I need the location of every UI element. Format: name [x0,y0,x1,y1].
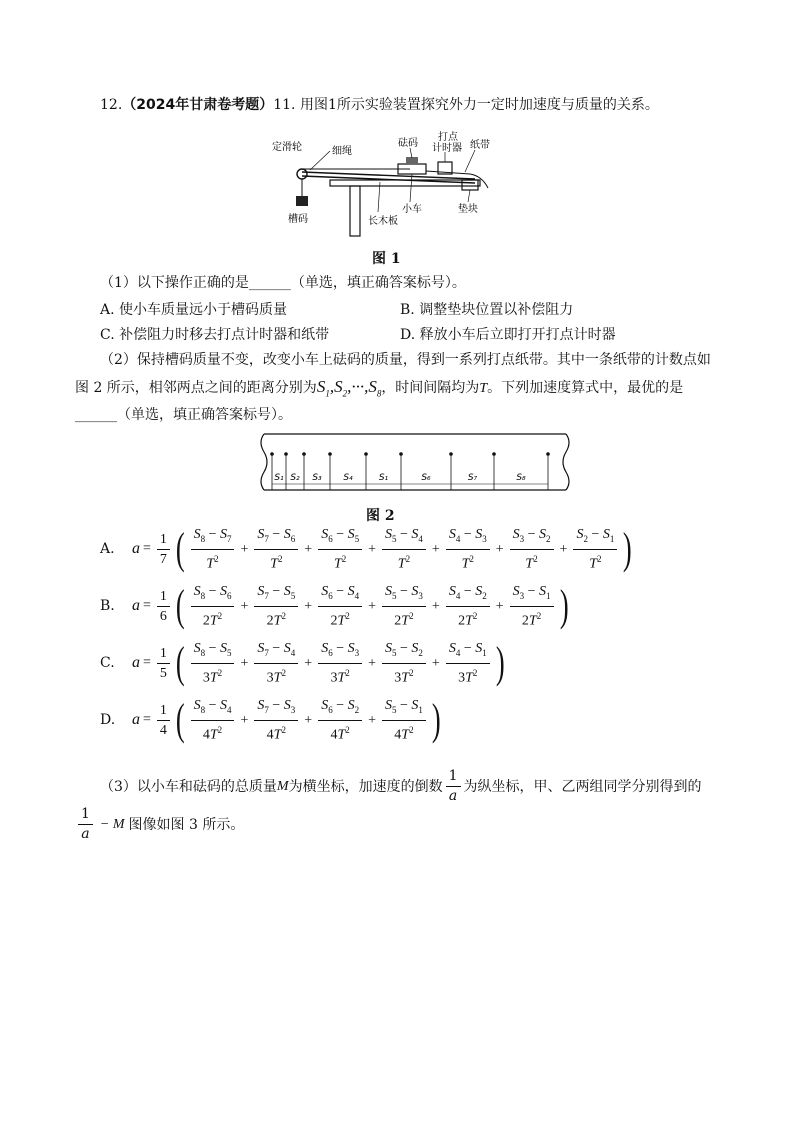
formula-term: $\frac{S_4 - S_3}{T^2}$ [446,526,490,572]
tape-dot [364,452,368,456]
tape-dot [546,452,550,456]
segment-label: S₄ [343,473,353,483]
formula-term: $\frac{S_7 - S_3}{4T^2}$ [254,697,298,743]
segment-label: S₁ [274,473,284,483]
formula-term: $\frac{S_3 - S_1}{2T^2}$ [510,583,554,629]
part3-line2: $\frac{1}{a}$ − M 图像如图 3 所示。 [75,806,244,843]
tape-dot [284,452,288,456]
figure-1-caption: 图 1 [372,251,401,267]
tape-dot [399,452,403,456]
formula-b: B. a = $\frac{1}{6}$ ( $\frac{S_8 - S_6}{2T^2}$ + $\frac{S_7 - S_5}{2T^2}$ + $\frac{S_6 - S_4}{2T^2}$ + $\frac{S_5 - S_3}{2T^2}$ + $\frac{S_4 - S_2}{2T^2}$ + $\frac{S_3 - S_1}{2T^2}$ ) [100,581,569,631]
option-d: D. 释放小车后立即打开打点计时器 [400,327,616,343]
part2-line3: ______（单选，填正确答案标号）。 [75,407,292,423]
formula-term: $\frac{S_7 - S_6}{T^2}$ [254,526,298,572]
label-board: 长木板 [368,216,398,227]
formula-term: $\frac{S_5 - S_4}{T^2}$ [382,526,426,572]
formula-term: $\frac{S_4 - S_2}{2T^2}$ [446,583,490,629]
figure-1-apparatus [270,130,500,240]
formula-b-terms: $\frac{S_8 - S_6}{2T^2}$ + $\frac{S_7 - S_5}{2T^2}$ + $\frac{S_6 - S_4}{2T^2}$ + $\frac{S_5 - S_3}{2T^2}$ + $\frac{S_4 - S_2}{2T^2}$ + $\frac{S_3 - S_1}{2T^2}$ [188,583,557,629]
formula-term: $\frac{S_8 - S_7}{T^2}$ [191,526,235,572]
label-cart: 小车 [402,204,422,215]
formula-term: $\frac{S_8 - S_5}{3T^2}$ [191,640,235,686]
part3-line1: （3）以小车和砝码的总质量 M 为横坐标，加速度的倒数 $\frac{1}{a}$ 为纵坐标，甲、乙两组同学分别得到的 [100,768,702,804]
s-sequence: $S_1,S_2,\cdot\cdot\cdot,S_8$ [316,377,382,399]
tape-dot [492,452,496,456]
label-rope: 细绳 [332,146,352,157]
figure-2-tape [256,432,576,502]
formula-term: $\frac{S_7 - S_4}{3T^2}$ [254,640,298,686]
segment-label: S₁ [378,473,389,483]
segment-label: S₂ [290,473,300,483]
var-m: M [276,778,289,794]
option-c: C. 补偿阻力时移去打点计时器和纸带 [100,327,330,343]
segment-label: S₃ [312,473,322,483]
tape-dot [328,452,332,456]
label-block: 垫块 [458,204,478,215]
tape-dot [449,452,453,456]
formula-term: $\frac{S_2 - S_1}{T^2}$ [573,526,617,572]
part1-prompt: （1）以下操作正确的是______（单选，填正确答案标号）。 [100,275,466,291]
formula-c: C. a = $\frac{1}{5}$ ( $\frac{S_8 - S_5}{3T^2}$ + $\frac{S_7 - S_4}{3T^2}$ + $\frac{S_6 - S_3}{3T^2}$ + $\frac{S_5 - S_2}{3T^2}$ + $\frac{S_4 - S_1}{3T^2}$ ) [100,638,505,688]
formula-term: $\frac{S_5 - S_1}{4T^2}$ [382,697,426,743]
formula-term: $\frac{S_6 - S_5}{T^2}$ [318,526,362,572]
tape-dot [270,452,274,456]
label-hook-weight: 槽码 [288,214,308,225]
formula-term: $\frac{S_5 - S_2}{3T^2}$ [382,640,426,686]
formula-a: A. a = $\frac{1}{7}$ ( $\frac{S_8 - S_7}{T^2}$ + $\frac{S_7 - S_6}{T^2}$ + $\frac{S_6 - S_5}{T^2}$ + $\frac{S_5 - S_4}{T^2}$ + $\frac{S_4 - S_3}{T^2}$ + $\frac{S_3 - S_2}{T^2}$ + $\frac{S_2 - S_1}{T^2}$ ) [100,524,633,574]
question-intro: 11. 用图1所示实验装置探究外力一定时加速度与质量的关系。 [273,97,659,113]
part2-line2: 图 2 所示，相邻两点之间的距离分别为$S_1,S_2,\cdot\cdot\cdot,S_8$，时间间隔均为T。下列加速度算式中，最优的是 [75,377,684,399]
tape-dot [302,452,306,456]
option-a: A. 使小车质量远小于槽码质量 [100,302,288,318]
figure-2-caption: 图 2 [366,508,395,524]
formula-d-terms: $\frac{S_8 - S_4}{4T^2}$ + $\frac{S_7 - S_3}{4T^2}$ + $\frac{S_6 - S_2}{4T^2}$ + $\frac{S_5 - S_1}{4T^2}$ [188,697,429,743]
formula-term: $\frac{S_6 - S_3}{3T^2}$ [318,640,362,686]
formula-term: $\frac{S_8 - S_4}{4T^2}$ [191,697,235,743]
inverse-a: $\frac{1}{a}$ [446,768,461,805]
formula-term: $\frac{S_6 - S_4}{2T^2}$ [318,583,362,629]
formula-term: $\frac{S_6 - S_2}{4T^2}$ [318,697,362,743]
option-b: B. 调整垫块位置以补偿阻力 [400,302,574,318]
label-timer-1: 打点 [438,132,458,143]
formula-term: $\frac{S_7 - S_5}{2T^2}$ [254,583,298,629]
label-weight: 砝码 [398,138,418,149]
label-tape: 纸带 [470,140,490,151]
formula-term: $\frac{S_8 - S_6}{2T^2}$ [191,583,235,629]
segment-label: S₇ [467,473,478,483]
formula-term: $\frac{S_4 - S_1}{3T^2}$ [446,640,490,686]
formula-term: $\frac{S_5 - S_3}{2T^2}$ [382,583,426,629]
minus-m: − M [99,816,125,832]
label-timer-2: 计时器 [432,143,462,154]
label-pulley: 定滑轮 [272,142,302,153]
formula-term: $\frac{S_3 - S_2}{T^2}$ [510,526,554,572]
var-t: T [479,381,488,396]
formula-d: D. a = $\frac{1}{4}$ ( $\frac{S_8 - S_4}{4T^2}$ + $\frac{S_7 - S_3}{4T^2}$ + $\frac{S_6 - S_2}{4T^2}$ + $\frac{S_5 - S_1}{4T^2}$ ) [100,695,441,745]
part2-line1: （2）保持槽码质量不变，改变小车上砝码的质量，得到一系列打点纸带。其中一条纸带的计数点如 [100,352,711,368]
segment-label: S₆ [421,473,431,483]
question-header [100,95,659,115]
segment-label: S₈ [516,473,526,483]
formula-a-terms: $\frac{S_8 - S_7}{T^2}$ + $\frac{S_7 - S_6}{T^2}$ + $\frac{S_6 - S_5}{T^2}$ + $\frac{S_5 - S_4}{T^2}$ + $\frac{S_4 - S_3}{T^2}$ + $\frac{S_3 - S_2}{T^2}$ + $\frac{S_2 - S_1}{T^2}$ [188,526,621,572]
inverse-a-2: $\frac{1}{a}$ [78,806,93,843]
formula-c-terms: $\frac{S_8 - S_5}{3T^2}$ + $\frac{S_7 - S_4}{3T^2}$ + $\frac{S_6 - S_3}{3T^2}$ + $\frac{S_5 - S_2}{3T^2}$ + $\frac{S_4 - S_1}{3T^2}$ [188,640,493,686]
question-source: （2024年甘肃卷考题） [122,97,274,113]
question-number: 12. [100,97,123,113]
